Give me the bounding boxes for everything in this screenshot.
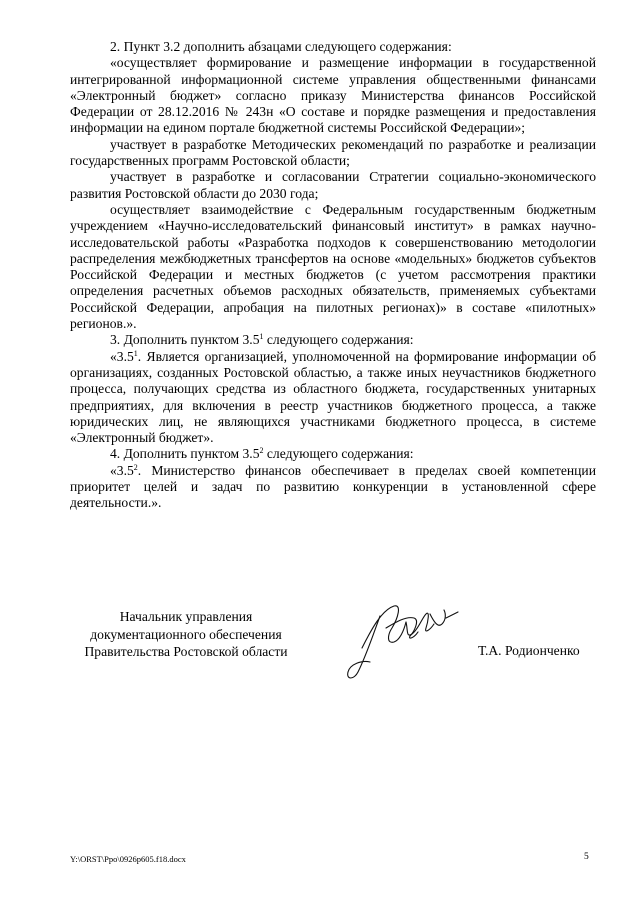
signatory-title-line: Правительства Ростовской области: [84, 644, 288, 659]
paragraph-methodical-recommendations: участвует в разработке Методических рекомендаций по разработке и реализации государственных программ Ростовской области;: [70, 136, 596, 169]
paragraph-research-institute: осуществляет взаимодействие с Федеральным государственным бюджетным учреждением «Научно-исследовательский финансовый институт» в рамках научно-исследовательской работы «Разработка подходов к совершенствованию методологии распределения межбюджетных трансфертов на основе «модельных» бюджетов субъектов Российской Федерации и местных бюджетов (с учетом рассмотрения практики определения расчетных объемов расходных обязательств, применяемых субъектами Российской Федерации, апробация на пилотных регионах)» в составе «пилотных» регионов.».: [70, 201, 596, 332]
signatory-title-line: Начальник управления: [119, 609, 253, 624]
handwritten-signature: [342, 598, 462, 682]
paragraph-egis-budget: «осуществляет формирование и размещение информации в государственной интегрированной информационной системе управления общественными финансами «Электронный бюджет» согласно приказу Министерства финансов Российской Федерации от 28.12.2016 № 243н «О составе и порядке размещения и предоставления информации на едином портале бюджетной системы Российской Федерации»;: [70, 55, 596, 136]
paragraph-item-4: 4. Дополнить пунктом $3.5^2$ следующего содержания:: [110, 446, 414, 462]
file-path: Y:\ORST\Ppo\0926p605.f18.docx: [70, 854, 186, 864]
signatory-title-line: документационного обеспечения: [90, 626, 282, 642]
paragraph-item-3: 3. Дополнить пунктом $3.5^1$ следующего содержания:: [110, 332, 414, 348]
paragraph-strategy-2030: участвует в разработке и согласовании Стратегии социально-экономического развития Ростовской области до 2030 года;: [70, 169, 596, 201]
paragraph-item-2: 2. Пункт 3.2 дополнить абзацами следующего содержания:: [110, 39, 452, 54]
document-body: [70, 39, 596, 512]
page-number: 5: [584, 852, 589, 862]
signatory-name: Т.А. Родионченко: [478, 643, 580, 658]
paragraph-clause-3-5-2: «$3.5^2$. Министерство финансов обеспечивает в пределах своей компетенции приоритет целей и задач по развитию конкуренции в установленной сфере деятельности.».: [70, 462, 596, 511]
signatory-title: [66, 608, 306, 661]
paragraph-clause-3-5-1: «$3.5^1$. Является организацией, уполномоченной на формирование информации об организациях, созданных Ростовской областью, а также иных неучастников бюджетного процесса, получающих средства из областного бюджета, государственных унитарных предприятиях, для включения в реестр участников бюджетного процесса, а также юридических лиц, не являющихся участниками бюджетного процесса, в системе «Электронный бюджет».: [70, 348, 596, 446]
